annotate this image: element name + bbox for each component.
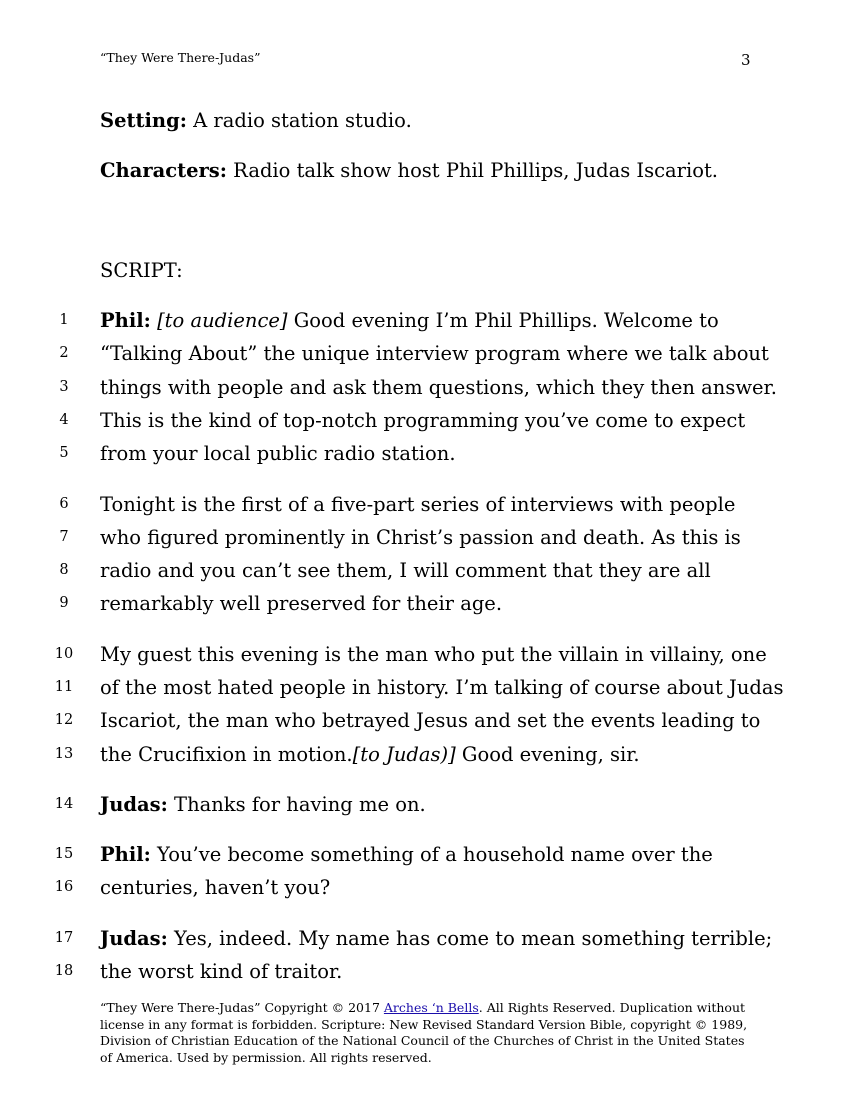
arches-n-bells-link[interactable]: Arches ‘n Bells: [383, 1000, 479, 1015]
dialogue-text: the Crucifixion in motion.: [100, 743, 353, 766]
script-line: [0, 922, 850, 955]
line-number: 12: [54, 712, 74, 728]
line-text: [100, 871, 330, 904]
script-line: [0, 404, 850, 437]
speaker-name: Phil:: [100, 843, 151, 866]
line-number: 9: [59, 595, 69, 611]
line-text: [100, 838, 713, 871]
setting-line: [100, 109, 412, 133]
copyright-footer: [100, 1000, 760, 1066]
script-line: [0, 587, 850, 620]
characters-label: Characters:: [100, 159, 227, 182]
dialogue-text: Thanks for having me on.: [167, 793, 426, 816]
line-number: 6: [59, 496, 69, 512]
line-text: [100, 488, 735, 521]
script-line: [0, 838, 850, 871]
line-number: 10: [54, 646, 74, 662]
script-line: [0, 871, 850, 904]
line-number: 4: [59, 412, 69, 428]
script-line: [0, 955, 850, 988]
setting-label: Setting:: [100, 109, 187, 132]
dialogue-text: of the most hated people in history. I’m talking of course about Judas: [100, 676, 784, 699]
speaker-name: Phil:: [100, 309, 151, 332]
script-line: [0, 488, 850, 521]
dialogue-text: My guest this evening is the man who put the villain in villainy, one: [100, 643, 767, 666]
stage-direction: [to audience]: [157, 309, 288, 332]
line-number: 16: [54, 879, 74, 895]
line-text: [100, 671, 784, 704]
line-text: [100, 955, 342, 988]
dialogue-text: Good evening I’m Phil Phillips. Welcome to: [287, 309, 719, 332]
dialogue-text: Iscariot, the man who betrayed Jesus and set the events leading to: [100, 709, 761, 732]
dialogue-text: remarkably well preserved for their age.: [100, 592, 503, 615]
line-number: 11: [54, 679, 74, 695]
characters-line: [100, 159, 718, 183]
script-line: [0, 337, 850, 370]
setting-text: A radio station studio.: [186, 109, 412, 132]
page-number: 3: [741, 51, 751, 69]
line-text: [100, 738, 640, 771]
dialogue-text: who figured prominently in Christ’s passion and death. As this is: [100, 526, 741, 549]
line-text: [100, 371, 777, 404]
script-line: [0, 704, 850, 737]
footer-text: “They Were There-Judas” Copyright © 2017: [100, 1000, 384, 1015]
dialogue-text: “Talking About” the unique interview program where we talk about: [100, 342, 769, 365]
speaker-name: Judas:: [100, 793, 168, 816]
line-number: 17: [54, 930, 74, 946]
script-line: [0, 437, 850, 470]
line-number: 3: [59, 379, 69, 395]
line-text: [100, 587, 502, 620]
dialogue-text: from your local public radio station.: [100, 442, 456, 465]
dialogue-text: This is the kind of top-notch programming you’ve come to expect: [100, 409, 746, 432]
line-text: [100, 638, 767, 671]
line-number: 8: [59, 562, 69, 578]
dialogue-text: the worst kind of traitor.: [100, 960, 343, 983]
script-line: [0, 554, 850, 587]
line-number: 13: [54, 746, 74, 762]
line-text: [100, 521, 741, 554]
dialogue-text: things with people and ask them questions, which they then answer.: [100, 376, 777, 399]
speaker-name: Judas:: [100, 927, 168, 950]
script-line: [0, 521, 850, 554]
line-number: 7: [59, 529, 69, 545]
line-number: 14: [54, 796, 74, 812]
dialogue-text: Tonight is the first of a five-part series of interviews with people: [100, 493, 736, 516]
dialogue-text: You’ve become something of a household name over the: [150, 843, 713, 866]
characters-text: Radio talk show host Phil Phillips, Judas Iscariot.: [226, 159, 718, 182]
stage-direction: [to Judas)]: [352, 743, 456, 766]
script-line: [0, 738, 850, 771]
line-number: 5: [59, 445, 69, 461]
line-text: [100, 304, 719, 337]
line-text: [100, 437, 456, 470]
line-number: 2: [59, 345, 69, 361]
dialogue-text: centuries, haven’t you?: [100, 876, 331, 899]
script-line: [0, 304, 850, 337]
line-text: [100, 922, 772, 955]
dialogue-text-after: Good evening, sir.: [455, 743, 640, 766]
line-text: [100, 788, 426, 821]
footer-text-rest: . All Rights Reserved. Duplication without license in any format is forbidden. Scripture: New Revised Standard Version Bible, copyright © 1989, Division of Christian Education of the National Council of the Churches of Christ in the United States of America. Used by permission. All rights reserved.: [100, 1000, 748, 1065]
script-line: [0, 788, 850, 821]
line-text: [100, 404, 745, 437]
dialogue-text: Yes, indeed. My name has come to mean something terrible;: [167, 927, 773, 950]
dialogue-text: radio and you can’t see them, I will comment that they are all: [100, 559, 711, 582]
script-line: [0, 371, 850, 404]
header-title: “They Were There-Judas”: [100, 50, 261, 65]
line-text: [100, 554, 711, 587]
script-line: [0, 671, 850, 704]
line-text: [100, 337, 769, 370]
line-text: [100, 704, 760, 737]
line-number: 18: [54, 963, 74, 979]
line-number: 15: [54, 846, 74, 862]
script-heading: SCRIPT:: [100, 259, 183, 282]
line-number: 1: [59, 312, 69, 328]
script-line: [0, 638, 850, 671]
